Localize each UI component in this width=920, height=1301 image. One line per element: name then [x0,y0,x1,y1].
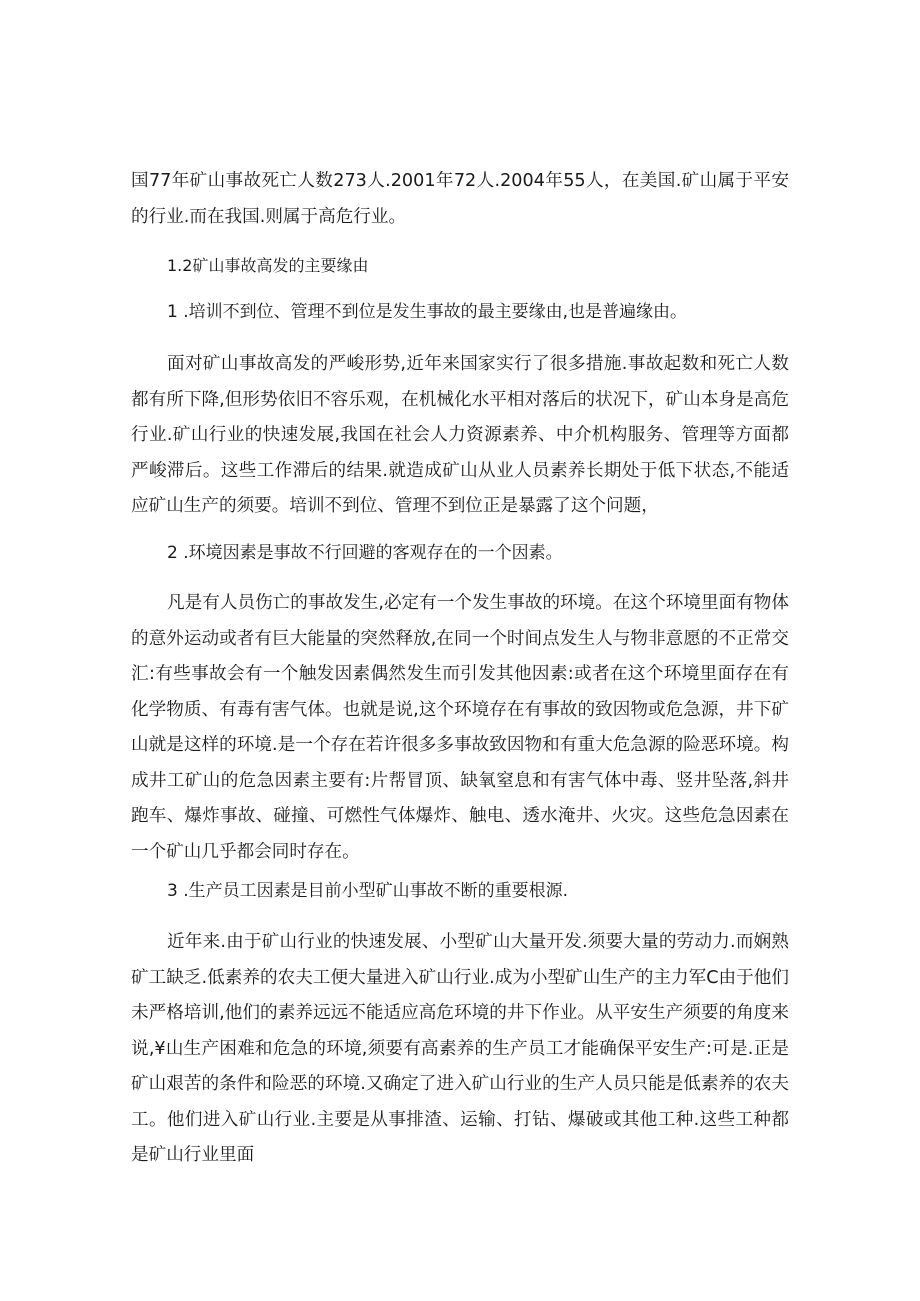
section-heading: 1.2矿山事故高发的主要缘由 [167,256,369,275]
list-item-3: 3 .生产员工因素是目前小型矿山事故不断的重要根源. [167,881,569,901]
list-item-2: 2 .环境因素是事故不行回避的客观存在的一个因素。 [167,543,563,563]
body-paragraph-2: 凡是有人员伤亡的事故发生,必定有一个发生事故的环境。在这个环境里面有物体的意外运动或者有巨大能量的突然释放,在同一个时间点发生人与物非意愿的不正常交汇:有些事故会有一个触发因素偶然发生而引发其他因素:或者在这个环境里面存在有化学物质、有毒有害气体。也就是说,这个环境存在有事故的致因物或危急源，井下矿山就是这样的环境.是一个存在若许很多多事故致因物和有重大危急源的险恶环境。构成井工矿山的危急因素主要有:片帮冒顶、缺氧窒息和有害气体中毒、竖井坠落,斜井跑车、爆炸事故、碰撞、可燃性气体爆炸、触电、透水淹井、火灾。这些危急因素在一个矿山几乎都会同时存在。 [131,593,789,862]
body-paragraph-3: 近年来.由于矿山行业的快速发展、小型矿山大量开发.须要大量的劳动力.而娴熟矿工缺乏.低素养的农夫工便大量进入矿山行业.成为小型矿山生产的主力军C由于他们未严格培训,他们的素养远远不能适应高危环境的井下作业。从平安生产须要的角度来说,¥山生产困难和危急的环境,须要有高素养的生产员工才能确保平安生产:可是.正是矿山艰苦的条件和险恶的环境.又确定了进入矿山行业的生产人员只能是低素养的农夫工。他们进入矿山行业.主要是从事排渣、运输、打钻、爆破或其他工种.这些工种都是矿山行业里面 [131,932,789,1165]
body-paragraph-1: 面对矿山事故高发的严峻形势,近年来国家实行了很多措施.事故起数和死亡人数都有所下降,但形势依旧不容乐观，在机械化水平相对落后的状况下，矿山本身是高危行业.矿山行业的快速发展,我国在社会人力资源素养、中介机构服务、管理等方面都严峻滞后。这些工作滞后的结果.就造成矿山从业人员素养长期处于低下状态,不能适应矿山生产的须要。培训不到位、管理不到位正是暴露了这个问题， [131,354,789,516]
list-item-1: 1 .培训不到位、管理不到位是发生事故的最主要缘由,也是普遍缘由。 [167,302,688,322]
continuation-paragraph: 国77年矿山事故死亡人数273人.2001年72人.2004年55人，在美国.矿山属于平安的行业.而在我国.则属于高危行业。 [131,171,789,227]
